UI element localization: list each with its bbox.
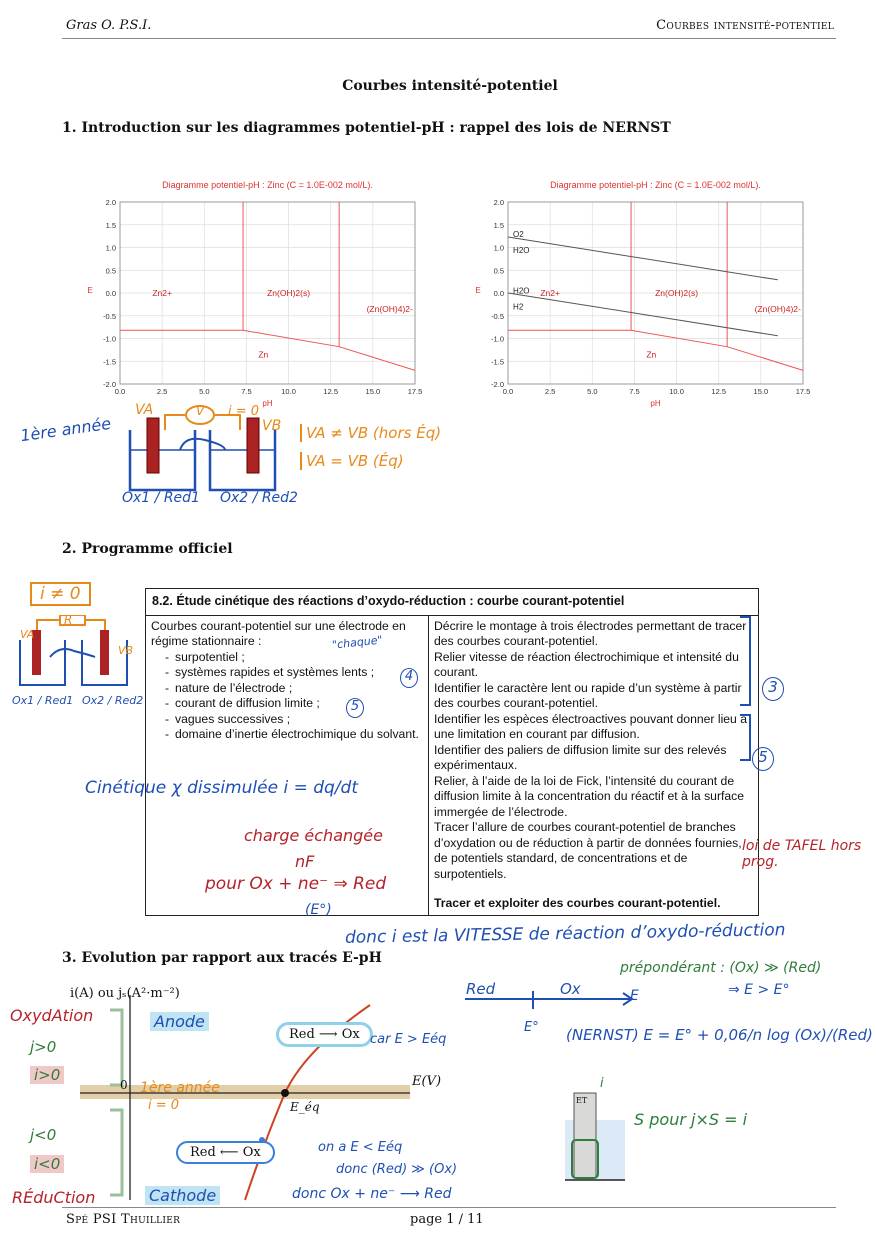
header-chapter: Courbes intensité-potentiel xyxy=(656,18,834,33)
label-i-pos: i>0 xyxy=(30,1066,64,1084)
left-item-2: - nature de l’électrode ; xyxy=(165,681,423,697)
region-label: Zn xyxy=(646,349,657,360)
region-label: Zn2+ xyxy=(540,288,560,298)
y-tick-label: -2.0 xyxy=(491,380,504,389)
y-tick-label: 1.5 xyxy=(105,220,116,230)
footer-left: Spé PSI Thuillier xyxy=(66,1212,181,1227)
label-vb-2: VB xyxy=(118,644,134,657)
label-vb: VB xyxy=(262,418,282,434)
x-tick-label: 15.0 xyxy=(365,387,381,396)
region-label: (Zn(OH)4)2- xyxy=(366,303,413,314)
label-ox1-red1-2: Ox1 / Red1 xyxy=(12,694,74,707)
y-tick-label: 1.0 xyxy=(493,243,504,253)
y-tick-label: 0.0 xyxy=(105,289,116,298)
label-ox2-red2-2: Ox2 / Red2 xyxy=(82,694,144,707)
y-tick-label: -1.0 xyxy=(491,334,504,344)
label-implies: ⇒ E > E° xyxy=(728,982,790,998)
annotation-charge: charge échangée xyxy=(244,826,383,845)
circle-5: 5 xyxy=(346,698,364,718)
right-line-1: Relier vitesse de réaction électrochimique et intensité du courant. xyxy=(434,649,739,679)
water-label: H2 xyxy=(513,302,524,312)
y-tick-label: 1.5 xyxy=(493,220,504,230)
series-line-3 xyxy=(508,237,778,280)
label-prepond: prépondérant : (Ox) ≫ (Red) xyxy=(620,960,822,976)
footer-page: page 1 / 11 xyxy=(410,1212,484,1227)
annotation-cinetique: Cinétique χ dissimulée i = dq/dt xyxy=(85,778,358,798)
left-item-3: - courant de diffusion limite ; xyxy=(165,696,423,712)
red-ox-bottom-bubble: Red ⟵ Ox xyxy=(176,1141,275,1164)
table-header: 8.2. Étude cinétique des réactions d’oxydo-réduction : courbe courant-potentiel xyxy=(146,589,759,616)
label-v: V xyxy=(196,404,205,418)
electrode-et: ET xyxy=(576,1096,588,1105)
region-label: Zn2+ xyxy=(152,288,172,298)
annotation-1ere-annee: 1ère année xyxy=(19,413,113,446)
electrode-i: i xyxy=(600,1076,604,1091)
eeq-label: E_éq xyxy=(290,1100,320,1114)
label-on-a: on a E < Eéq xyxy=(318,1140,403,1155)
programme-table xyxy=(145,588,759,916)
x-tick-label: 10.0 xyxy=(281,387,296,396)
x-tick-label: 17.5 xyxy=(407,387,423,396)
label-ox1-red1: Ox1 / Red1 xyxy=(122,490,200,506)
region-label: Zn(OH)2(s) xyxy=(655,288,699,298)
va-vb-eq2: VA = VB (Éq) xyxy=(300,452,404,470)
doc-title: Courbes intensité-potentiel xyxy=(342,78,558,94)
annotation-e0: (E°) xyxy=(305,902,332,918)
label-va-2: VA xyxy=(20,628,35,641)
region-label: Zn xyxy=(258,349,269,360)
chart-title: Diagramme potentiel-pH : Zinc (C = 1.0E-002 mol/L). xyxy=(550,180,761,190)
y-axis-label: E xyxy=(475,286,481,295)
table-right-cell xyxy=(429,615,759,915)
x-axis-label: pH xyxy=(650,399,661,408)
label-oxydation: OxydAtion xyxy=(10,1006,94,1025)
series-line-4 xyxy=(508,293,778,336)
left-list xyxy=(151,650,423,743)
right-line-5: Relier, à l’aide de la loi de Fick, l’intensité du courant de diffusion limite à la concentration du réactif et à la surface immergée de l’électrode. xyxy=(434,773,745,819)
label-s-pour: S pour j×S = i xyxy=(634,1110,748,1129)
right-line-0: Décrire le montage à trois électrodes permettant de tracer des courbes courant-potentiel. xyxy=(434,618,747,648)
scale-red: Red xyxy=(466,980,496,998)
x-tick-label: 0.0 xyxy=(114,387,126,396)
right-line-6: Tracer l’allure de courbes courant-potentiel de branches d’oxydation ou de réduction à partir de données fournies, de potentiels standard, de concentrations et de surpotentiels. xyxy=(434,820,742,881)
y-tick-label: -0.5 xyxy=(491,311,504,321)
label-anode: Anode xyxy=(150,1012,209,1031)
chart-title: Diagramme potentiel-pH : Zinc (C = 1.0E-002 mol/L). xyxy=(162,180,373,190)
red-ox-top-bubble: Red ⟶ Ox xyxy=(276,1022,373,1047)
scale-ox: Ox xyxy=(560,980,581,998)
y-tick-label: 0.0 xyxy=(493,289,504,298)
x-tick-label: 17.5 xyxy=(795,387,811,396)
label-reduction: RÉduCtion xyxy=(12,1188,96,1207)
y-tick-label: -1.5 xyxy=(491,357,504,367)
label-1ere-annee-3: 1ère année xyxy=(140,1080,220,1096)
x-tick-label: 5.0 xyxy=(199,387,210,396)
scale-e: E xyxy=(630,988,639,1004)
left-item-0: - surpotentiel ; xyxy=(165,650,423,666)
zero-label: 0 xyxy=(120,1078,128,1092)
left-item-5: - domaine d’inertie électrochimique du solvant. xyxy=(165,727,423,743)
region-label: (Zn(OH)4)2- xyxy=(754,303,801,314)
y-tick-label: -1.5 xyxy=(103,357,116,367)
left-item-4: - vagues successives ; xyxy=(165,712,423,728)
right-lines xyxy=(434,619,753,883)
x-axis-label: E(V) xyxy=(412,1074,442,1089)
annotation-tafel: loi de TAFEL hors prog. xyxy=(742,838,862,870)
section-2-heading: 2. Programme officiel xyxy=(62,541,233,557)
section-1-heading: 1. Introduction sur les diagrammes potentiel-pH : rappel des lois de NERNST xyxy=(62,120,671,136)
right-line-3: Identifier les espèces électroactives pouvant donner lieu à une limitation en courant par diffusion. xyxy=(434,711,748,741)
right-line-4: Identifier des paliers de diffusion limite sur des relevés expérimentaux. xyxy=(434,742,727,772)
y-tick-label: 0.5 xyxy=(493,266,504,276)
x-tick-label: 2.5 xyxy=(544,387,556,396)
circle-3: 3 xyxy=(762,677,784,701)
label-va: VA xyxy=(135,402,154,418)
annotation-i-not-zero: i ≠ 0 xyxy=(30,582,91,606)
header-rule xyxy=(62,38,836,39)
x-tick-label: 10.0 xyxy=(669,387,684,396)
x-tick-label: 7.5 xyxy=(241,387,252,396)
label-ox-ne-red: donc Ox + ne⁻ ⟶ Red xyxy=(292,1186,452,1202)
table-left-cell xyxy=(146,615,429,915)
circle-5b: 5 xyxy=(752,747,774,771)
chart-ph-zinc-2 xyxy=(470,172,820,422)
x-tick-label: 15.0 xyxy=(753,387,769,396)
x-tick-label: 12.5 xyxy=(711,387,727,396)
label-i0: i = 0 xyxy=(228,404,260,419)
annotation-pour: pour Ox + ne⁻ ⇒ Red xyxy=(205,874,387,894)
left-intro: Courbes courant-potentiel sur une électrode en régime stationnaire : xyxy=(151,618,406,648)
scale-e0: E° xyxy=(524,1020,539,1035)
y-tick-label: 1.0 xyxy=(105,243,116,253)
water-label: H2O xyxy=(513,245,530,255)
y-tick-label: -1.0 xyxy=(103,334,116,344)
eq-point xyxy=(281,1089,289,1097)
x-tick-label: 2.5 xyxy=(156,387,168,396)
va-vb-eq1: VA ≠ VB (hors Éq) xyxy=(300,424,441,442)
label-car-e-eeq: car E > Eéq xyxy=(370,1032,447,1047)
water-label: H2O xyxy=(513,286,530,296)
footer-rule xyxy=(62,1207,836,1208)
x-tick-label: 12.5 xyxy=(323,387,339,396)
y-tick-label: -2.0 xyxy=(103,380,116,389)
annotation-vitesse: donc i est la VITESSE de réaction d’oxydo-réduction xyxy=(344,920,786,948)
y-tick-label: 2.0 xyxy=(493,198,504,207)
x-axis-label: pH xyxy=(262,399,273,408)
label-r: R xyxy=(64,613,73,627)
label-j-neg: j<0 xyxy=(30,1126,57,1144)
circle-4: 4 xyxy=(400,668,418,688)
water-label: O2 xyxy=(513,229,524,239)
x-tick-label: 0.0 xyxy=(502,387,514,396)
region-label: Zn(OH)2(s) xyxy=(267,288,311,298)
annotation-nf: nF xyxy=(295,852,315,871)
right-line-2: Identifier le caractère lent ou rapide d’un système à partir des courbes courant-potentiel. xyxy=(434,680,742,710)
section-3-heading: 3. Evolution par rapport aux tracés E-pH xyxy=(62,950,382,966)
label-i-neg: i<0 xyxy=(30,1155,64,1173)
label-ox2-red2: Ox2 / Red2 xyxy=(220,490,298,506)
label-i-zero: i = 0 xyxy=(148,1098,180,1113)
electrode-diagram xyxy=(560,1075,630,1185)
y-axis-label: E xyxy=(87,286,93,295)
label-donc-red: donc (Red) ≫ (Ox) xyxy=(336,1162,458,1177)
right-bold: Tracer et exploiter des courbes courant-potentiel. xyxy=(434,896,721,910)
label-j-pos: j>0 xyxy=(30,1038,57,1056)
annotation-chaque: "chaque" xyxy=(331,633,384,652)
label-cathode: Cathode xyxy=(145,1186,220,1205)
nernst-formula: (NERNST) E = E° + 0,06/n log (Ox)/(Red) xyxy=(566,1026,873,1044)
y-axis-label: i(A) ou jₛ(A²·m⁻²) xyxy=(70,986,180,1001)
x-tick-label: 7.5 xyxy=(629,387,640,396)
x-tick-label: 5.0 xyxy=(587,387,598,396)
y-tick-label: 0.5 xyxy=(105,266,116,276)
header-author: Gras O. P.S.I. xyxy=(66,18,152,33)
left-item-1: - systèmes rapides et systèmes lents ; xyxy=(165,665,423,681)
y-tick-label: -0.5 xyxy=(103,311,116,321)
chart-ph-zinc-1 xyxy=(82,172,432,422)
y-tick-label: 2.0 xyxy=(105,198,116,207)
